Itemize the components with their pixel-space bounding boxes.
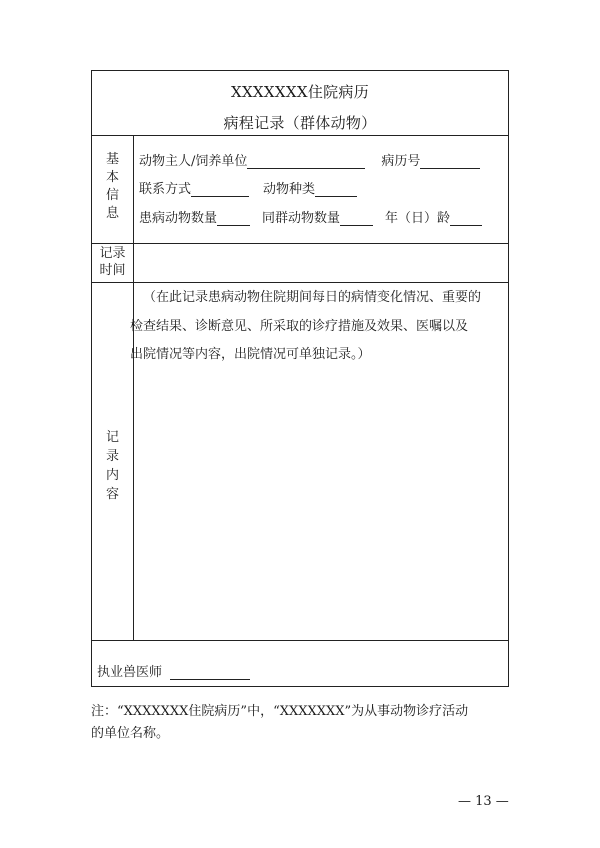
contact-row xyxy=(139,178,357,197)
record-time-label: 记录 时间 xyxy=(99,246,126,278)
veterinarian-signature-field[interactable] xyxy=(170,665,250,680)
footnote-line-2: 的单位名称。 xyxy=(91,726,170,741)
divider-record-time xyxy=(92,282,508,283)
record-content-instruction: （在此记录患病动物住院期间每日的病情变化情况、重要的 检查结果、诊断意见、所采取的诊疗措施及效果、医嘱以及 出院情况等内容，出院情况可单独记录。） xyxy=(130,290,482,362)
record-time-field[interactable] xyxy=(134,244,508,281)
record-content-field[interactable] xyxy=(134,371,508,639)
basic-info-label: 基 本 信 息 xyxy=(105,152,119,221)
species-field[interactable] xyxy=(315,182,357,197)
divider-title xyxy=(92,135,508,136)
veterinarian-label: 执业兽医师 xyxy=(97,665,163,680)
sick-count-field[interactable] xyxy=(217,211,250,226)
divider-record-content xyxy=(92,640,508,641)
count-row xyxy=(139,207,482,226)
species-label: 动物种类 xyxy=(263,182,316,197)
owner-row xyxy=(139,150,480,169)
owner-field[interactable] xyxy=(247,154,365,169)
form-title: XXXXXXX住院病历 xyxy=(230,83,370,101)
owner-label: 动物主人/饲养单位 xyxy=(139,154,248,169)
record-number-field[interactable] xyxy=(420,154,480,169)
medical-record-form xyxy=(91,70,509,687)
contact-field[interactable] xyxy=(191,182,249,197)
record-content-label: 记 录 内 容 xyxy=(105,430,119,502)
veterinarian-row xyxy=(97,661,250,680)
footnote xyxy=(91,701,521,745)
footnote-line-1: 注：“XXXXXXX住院病历”中，“XXXXXXX”为从事动物诊疗活动 xyxy=(91,704,469,719)
contact-label: 联系方式 xyxy=(139,182,192,197)
group-count-label: 同群动物数量 xyxy=(262,211,341,226)
group-count-field[interactable] xyxy=(340,211,373,226)
form-subtitle: 病程记录（群体动物） xyxy=(223,114,377,132)
age-label: 年（日）龄 xyxy=(385,211,451,226)
page-number: — 13 — xyxy=(458,794,509,809)
age-field[interactable] xyxy=(450,211,482,226)
record-number-label: 病历号 xyxy=(381,154,421,169)
sick-count-label: 患病动物数量 xyxy=(139,211,218,226)
